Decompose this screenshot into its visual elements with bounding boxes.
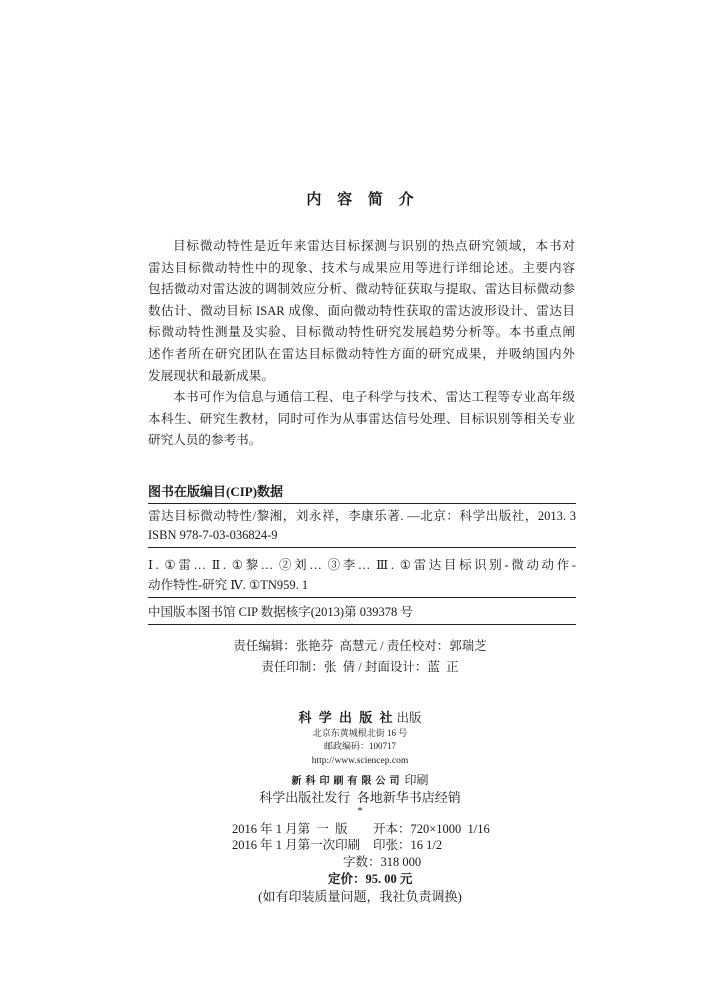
synopsis-line: 雷达目标微动特性中的现象、技术与成果应用等进行详细论述。主要内容 — [148, 260, 575, 275]
cip-title-line: 雷达目标微动特性/黎湘，刘永祥，李康乐著. —北京：科学出版社，2013. 3 — [148, 509, 576, 523]
format-info: 开本：720×1000 1/16 — [373, 822, 490, 836]
word-count: 字数：318 000 — [343, 855, 422, 869]
edition-info: 2016 年 1 月第 一 版 — [232, 822, 348, 836]
separator-asterisk: * — [357, 806, 363, 817]
publisher-name: 科 学 出 版 社 — [298, 710, 393, 725]
cip-heading: 图书在版编目(CIP)数据 — [148, 484, 284, 499]
synopsis-line: 述作者所在研究团队在雷达目标微动特性方面的研究成果，并吸纳国内外 — [148, 346, 575, 361]
cip-rule-top — [148, 503, 576, 504]
publisher-role: 出版 — [396, 711, 422, 725]
cip-classification-line: Ⅰ. ①雷… Ⅱ. ①黎… ②刘… ③李… Ⅲ. ①雷达目标识别-微动动作- — [148, 558, 576, 572]
distribution-line: 科学出版社发行 各地新华书店经销 — [259, 790, 461, 805]
cip-rule-bottom — [148, 624, 576, 625]
publisher-postcode: 邮政编码：100717 — [323, 741, 396, 751]
cip-rule-middle — [148, 547, 576, 548]
synopsis-line: 发展现状和最新成果。 — [148, 368, 274, 383]
synopsis-line: 本科生、研究生教材，同时可作为从事雷达信号处理、目标识别等相关专业 — [148, 411, 575, 426]
price: 定价：95. 00 元 — [328, 872, 413, 886]
synopsis-body — [148, 236, 575, 452]
publisher-url: http://www.sciencep.com — [311, 756, 409, 766]
publisher-address: 北京东黄城根北街 16 号 — [312, 728, 408, 738]
synopsis-line: 标微动特性测量及实验、目标微动特性研究发展趋势分析等。本书重点阐 — [148, 325, 575, 340]
cip-classification-line: 动作特性-研究 Ⅳ. ①TN959. 1 — [148, 578, 309, 592]
printer-role: 印刷 — [404, 773, 429, 787]
synopsis-line: 本书可作为信息与通信工程、电子科学与技术、雷达工程等专业高年级 — [173, 390, 575, 405]
editor-credits: 责任编辑：张艳芬 高慧元 / 责任校对：郭瑞芝 — [233, 639, 487, 653]
production-credits: 责任印制：张 倩 / 封面设计：蓝 正 — [261, 660, 459, 674]
printer-line — [0, 771, 720, 788]
synopsis-line: 研究人员的参考书。 — [148, 433, 262, 448]
synopsis-line: 数估计、微动目标 ISAR 成像、面向微动特性获取的雷达波形设计、雷达目 — [148, 303, 575, 318]
cip-rule-lower — [148, 597, 576, 598]
publisher-line — [0, 709, 720, 726]
synopsis-heading: 内 容 简 介 — [306, 192, 414, 208]
printer-name: 新 科 印 刷 有 限 公 司 — [291, 776, 400, 787]
cip-number: 中国版本图书馆 CIP 数据核字(2013)第 039378 号 — [148, 605, 413, 619]
printing-info: 2016 年 1 月第一次印刷 — [232, 838, 361, 852]
sheets-info: 印张：16 1/2 — [373, 838, 443, 852]
synopsis-line: 包括微动对雷达波的调制效应分析、微动特征获取与提取、雷达目标微动参 — [148, 282, 575, 297]
quality-note: (如有印装质量问题，我社负责调换) — [258, 889, 462, 904]
synopsis-line: 目标微动特性是近年来雷达目标探测与识别的热点研究领域，本书对 — [173, 239, 575, 253]
cip-isbn: ISBN 978-7-03-036824-9 — [148, 528, 278, 542]
